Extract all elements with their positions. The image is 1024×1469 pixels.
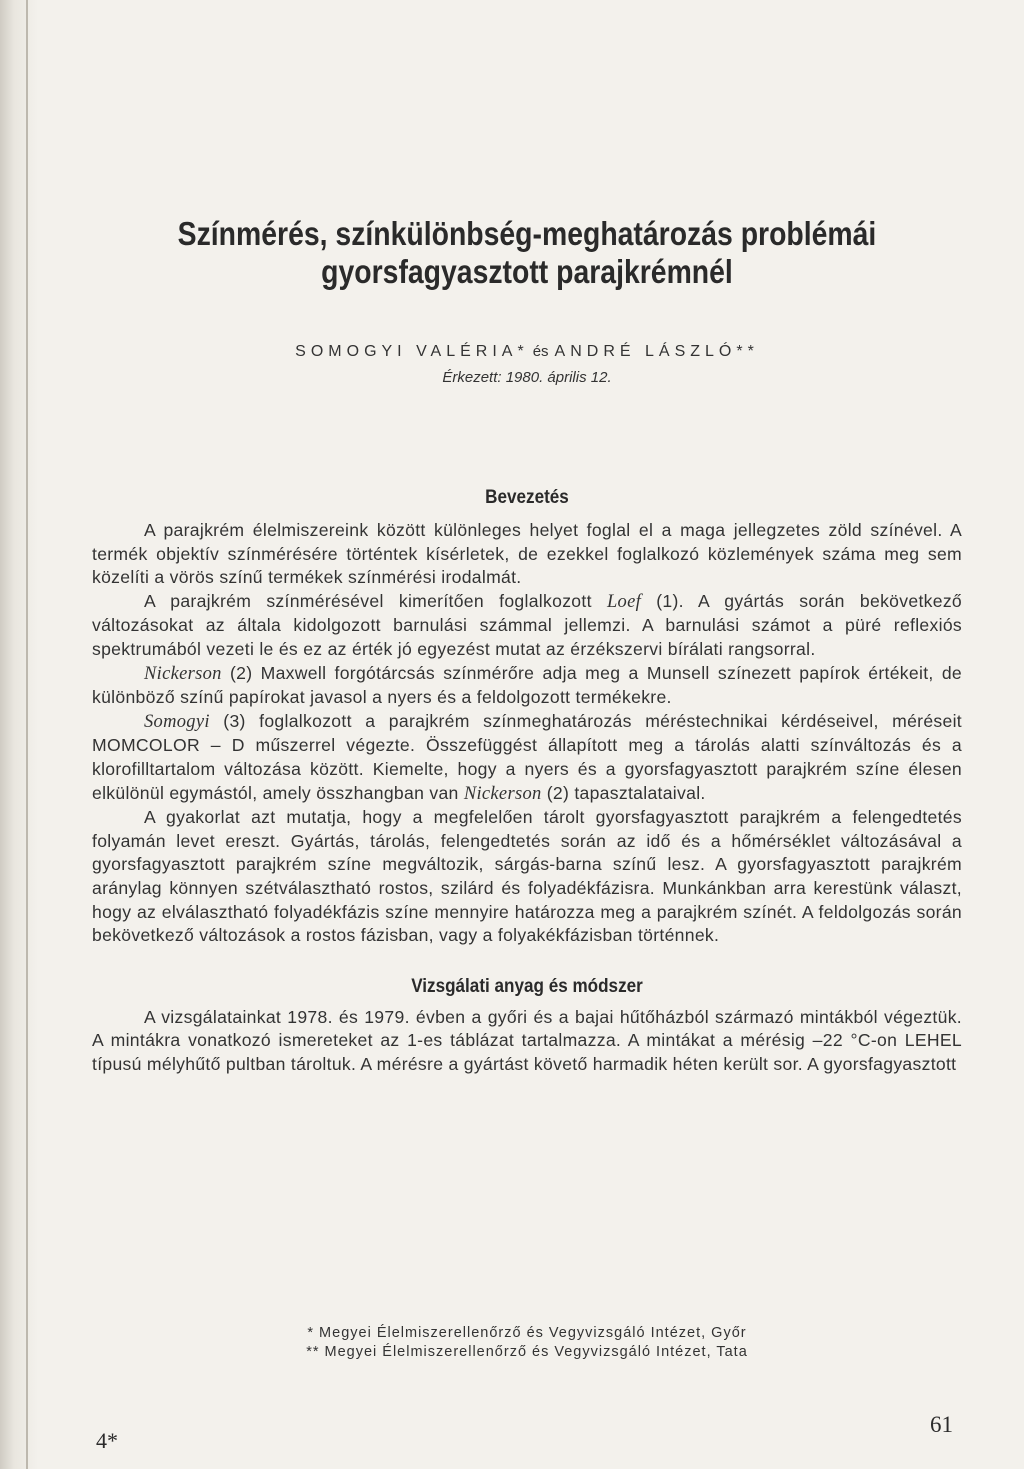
page-binding-shadow bbox=[0, 0, 38, 1469]
footnote-1: * Megyei Élelmiszerellenőrző és Vegyvizsgáló Intézet, Győr bbox=[307, 1325, 747, 1341]
author-2: ANDRÉ LÁSZLÓ** bbox=[554, 343, 759, 360]
intro-paragraph-1: A parajkrém élelmiszereink között különleges helyet foglal el a maga jellegzetes zöld színével. A termék objektív színmérésére történtek kísérletek, de ezekkel foglalkozó közlemények száma meg sem közelíti a vörös színű termékek színmérési irodalmát. bbox=[92, 520, 962, 588]
p4-text-mid: (3) foglalkozott a parajkrém színmeghatározás méréstechnikai kérdéseivel, méréseit MOMCOLOR – D műszerrel végezte. Összefüggést állapított meg a tárolás alatti színváltozás és a klorofilltartalom változása között. Kiemelte, hogy a nyers és a gyorsfagyasztott parajkrém színe élesen elkülönül egymástól, amely összhangban van bbox=[92, 710, 962, 803]
title-line-2: gyorsfagyasztott parajkrémnél bbox=[321, 253, 733, 290]
article-page bbox=[92, 205, 962, 1076]
title-line-1: Színmérés, színkülönbség-meghatározás problémái bbox=[177, 215, 877, 252]
received-date: Érkezett: 1980. április 12. bbox=[442, 369, 612, 386]
intro-section-body bbox=[92, 519, 962, 948]
section-heading-intro: Bevezetés bbox=[485, 487, 569, 508]
cited-author-somogyi: Somogyi bbox=[144, 711, 210, 732]
intro-paragraph-5: A gyakorlat azt mutatja, hogy a megfelelően tárolt gyorsfagyasztott parajkrém a felengedtetés folyamán levet ereszt. Gyártás, tárolás, felengedtetés során az idő és a hőmérséklet változásával a gyorsfagyasztott parajkrém színe megváltozik, sárgás-barna színű lesz. A gyorsfagyasztott parajkrém aránylag könnyen szétválasztható rostos, szilárd és folyadékfázisra. Munkánkban arra kerestünk választ, hogy az elválasztható folyadékfázis színe mennyire határozza meg a parajkrém színét. A feldolgozás során bekövetkező változások a rostos fázisban, vagy a folyakékfázisban történnek. bbox=[92, 807, 962, 946]
p3-text-after: (2) Maxwell forgótárcsás színmérőre adja meg a Munsell színezett papírok értékeit, de különböző színű papírokat javasol a nyers és a feldolgozott termékekre. bbox=[92, 662, 962, 708]
p2-text-after: (1). A gyártás során bekövetkező változásokat az általa kidolgozott barnulási számmal jellemzi. A barnulási számot a püré reflexiós spektrumából vezeti le és ez az érték jó egyezést mutat az érzékszervi bírálati rangsorral. bbox=[92, 590, 962, 659]
intro-paragraph-2 bbox=[92, 590, 962, 662]
signature-mark: 4* bbox=[96, 1428, 118, 1453]
footnote-2: ** Megyei Élelmiszerellenőrző és Vegyvizsgáló Intézet, Tata bbox=[306, 1344, 748, 1360]
section-heading-methods: Vizsgálati anyag és módszer bbox=[411, 975, 643, 997]
intro-paragraph-3 bbox=[92, 662, 962, 710]
footnotes bbox=[92, 1324, 962, 1362]
author-1: SOMOGYI VALÉRIA* bbox=[295, 343, 529, 360]
cited-author-nickerson-2: Nickerson bbox=[463, 783, 542, 804]
p4-text-after: (2) tapasztalataival. bbox=[541, 782, 706, 803]
intro-paragraph-4 bbox=[92, 710, 962, 806]
cited-author-loef: Loef bbox=[606, 591, 642, 612]
p2-text-before: A parajkrém színmérésével kimerítően foglalkozott bbox=[144, 590, 607, 611]
methods-section-body bbox=[92, 1006, 962, 1077]
author-conjunction: és bbox=[532, 343, 549, 360]
article-title bbox=[153, 215, 901, 291]
binding-edge-line bbox=[26, 0, 28, 1469]
page-number: 61 bbox=[930, 1412, 953, 1437]
cited-author-nickerson: Nickerson bbox=[144, 663, 222, 684]
methods-paragraph-1: A vizsgálatainkat 1978. és 1979. évben a győri és a bajai hűtőházból származó mintákból végeztük. A mintákra vonatkozó ismereteket az 1-es táblázat tartalmazza. A mintákat a mérésig –22 °C-on LEHEL típusú mélyhűtő pultban tároltuk. A mérésre a gyártást követő harmadik héten került sor. A gyorsfagyasztott bbox=[92, 1006, 962, 1074]
author-line bbox=[92, 343, 962, 361]
